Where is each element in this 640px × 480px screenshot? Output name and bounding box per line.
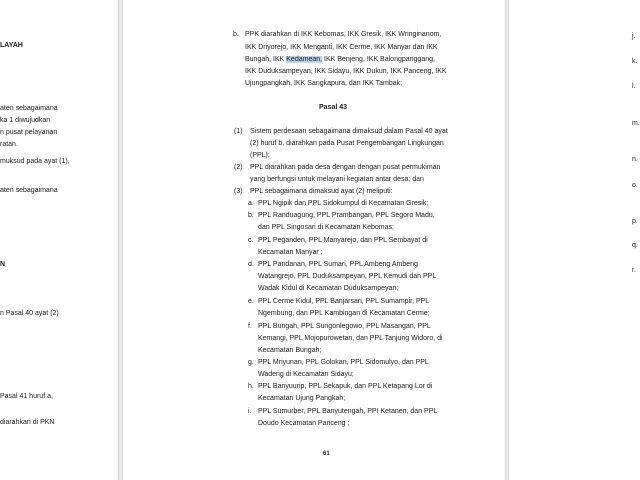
item-b-line: PPK diarahkan di IKK Kebomas, IKK Gresik, IKK Wringinanom, [245,31,442,38]
right-page-fragment [508,0,640,480]
paragraph-number: (1) [234,128,243,135]
item-b-line: Ujungpangkah, IKK Sangkapura, dan IKK Tambak; [245,80,403,87]
right-list-letter: n. [632,156,638,163]
left-line: aten sebagaimana [0,105,58,112]
paragraph-number: (2) [234,164,243,171]
paragraph-line: (2) huruf b, diarahkan pada Pusat Pengembangan Lingkungan [250,140,444,147]
list-item-line: Doudo Kecamatan Panceng ; [258,420,350,427]
item-b-line: IKK Driyorejo, IKK Menganti, IKK Cerme, IKK Manyar dan IKK [245,44,438,51]
list-item-line: Ngembung, dan PPL Kambingan di Kecamatan Cerme; [258,310,430,317]
list-item-line: PPL Bungah, PPL Sungonlegowo, PPL Masangan, PPL [258,323,431,330]
list-item-line: Kecamatan Manyar ; [258,249,323,256]
list-item-line: PPL Ngipik dan PPL Sidokumpul di Kecamatan Gresik; [258,200,429,207]
list-item-label: g. [248,359,254,366]
list-item-line: PPL Peganden, PPL Manyarejo, dan PPL Sembayat di [258,237,428,244]
right-list-letter: k. [632,58,638,65]
list-item-line: Watangrejo, PPL Duduksampeyan, PPL Kemudi dan PPL [258,273,437,280]
list-item-label: b. [248,212,254,219]
list-item-line: dan PPL Singosari di Kecamatan Kebomas; [258,224,394,231]
list-item-line: Kecamatan Bungah; [258,347,322,354]
right-list-letter: o. [632,182,638,189]
right-list-letter: j. [632,33,636,40]
right-list-letter: m. [632,120,640,127]
right-list-letter: p. [632,218,638,225]
right-list-letter: q. [632,242,638,249]
list-item-label: i. [248,408,252,415]
document-page-61 [122,0,506,480]
list-item-line: PPL Pandanan, PPL Sumari, PPL Ambeng Ambeng [258,261,418,268]
list-item-line: PPL Randuagung, PPL Prambangan, PPL Segoro Madu, [258,212,435,219]
left-heading-fragment: LAYAH [0,42,23,49]
list-item-line: Kemangi, PPL Mojopurowetan, dan PPL Tanjung Widoro, di [258,335,443,342]
list-item-line: Kecamatan Ujung Pangkah; [258,395,346,402]
item-b-line: IKK Duduksampeyan, IKK Sidayu, IKK Dukun, IKK Panceng, IKK [245,68,447,75]
paragraph-line: PPL sebagaimana dimaksud ayat (2) meliputi: [250,188,393,195]
list-item-line: Wadak Kidul di Kecamatan Duduksampeyan; [258,285,399,292]
left-line: muksud pada ayat (1), [0,158,70,165]
paragraph-line: yang berfungsi untuk melayani kegiatan antar desa; dan [250,176,424,183]
list-item-line: PPL Mriyunan, PPL Golokan, PPL Sidomulyo, dan PPL [258,359,429,366]
page-number: 61 [323,451,330,457]
item-b-label: b. [233,31,239,38]
paragraph-number: (3) [234,188,243,195]
list-item-line: Wadeng di Kecamatan Sidayu; [258,371,354,378]
list-item-line: PPL Banyuurip, PPL Sekapuk, dan PPL Ketapang Lor di [258,383,433,390]
list-item-label: d. [248,261,254,268]
left-line: aten sebagaimana [0,187,58,194]
list-item-line: PPL Cerme Kidul, PPL Banjarsari, PPL Sumampir, PPL [258,298,430,305]
left-line: ka 1 diwujudkan [0,117,51,124]
highlighted-word[interactable]: Kedamean, [286,56,323,63]
left-heading-fragment-2: N [0,261,6,268]
paragraph-line: Sistem perdesaan sebagaimana dimaksud dalam Pasal 40 ayat [250,128,448,135]
paragraph-line: PPL diarahkan pada desa dengan dengan pusat permukiman [250,164,441,171]
left-line: diarahkan di PKN [0,419,55,426]
left-line: Pasal 41 huruf a, [0,393,53,400]
right-list-letter: l. [632,83,636,90]
list-item-label: e. [248,298,254,305]
list-item-label: c. [248,237,254,244]
list-item-label: h. [248,383,254,390]
list-item-line: PPL Sumurber, PPL Banyutengah, PPI Ketanen, dan PPL [258,408,438,415]
left-line: n pusat pelayanan [0,129,58,136]
paragraph-line: (PPL); [250,152,270,159]
list-item-label: f. [248,323,252,330]
right-list-letter: r. [632,267,636,274]
left-line: n Pasal 40 ayat (2) [0,310,59,317]
pasal-title: Pasal 43 [319,104,348,111]
list-item-label: a. [248,200,254,207]
item-b-line: Bungah, IKK Kedamean, IKK Benjeng, IKK Balongpanggang, [245,56,435,63]
left-line: ratan. [0,141,18,148]
left-page-fragment [0,0,119,480]
